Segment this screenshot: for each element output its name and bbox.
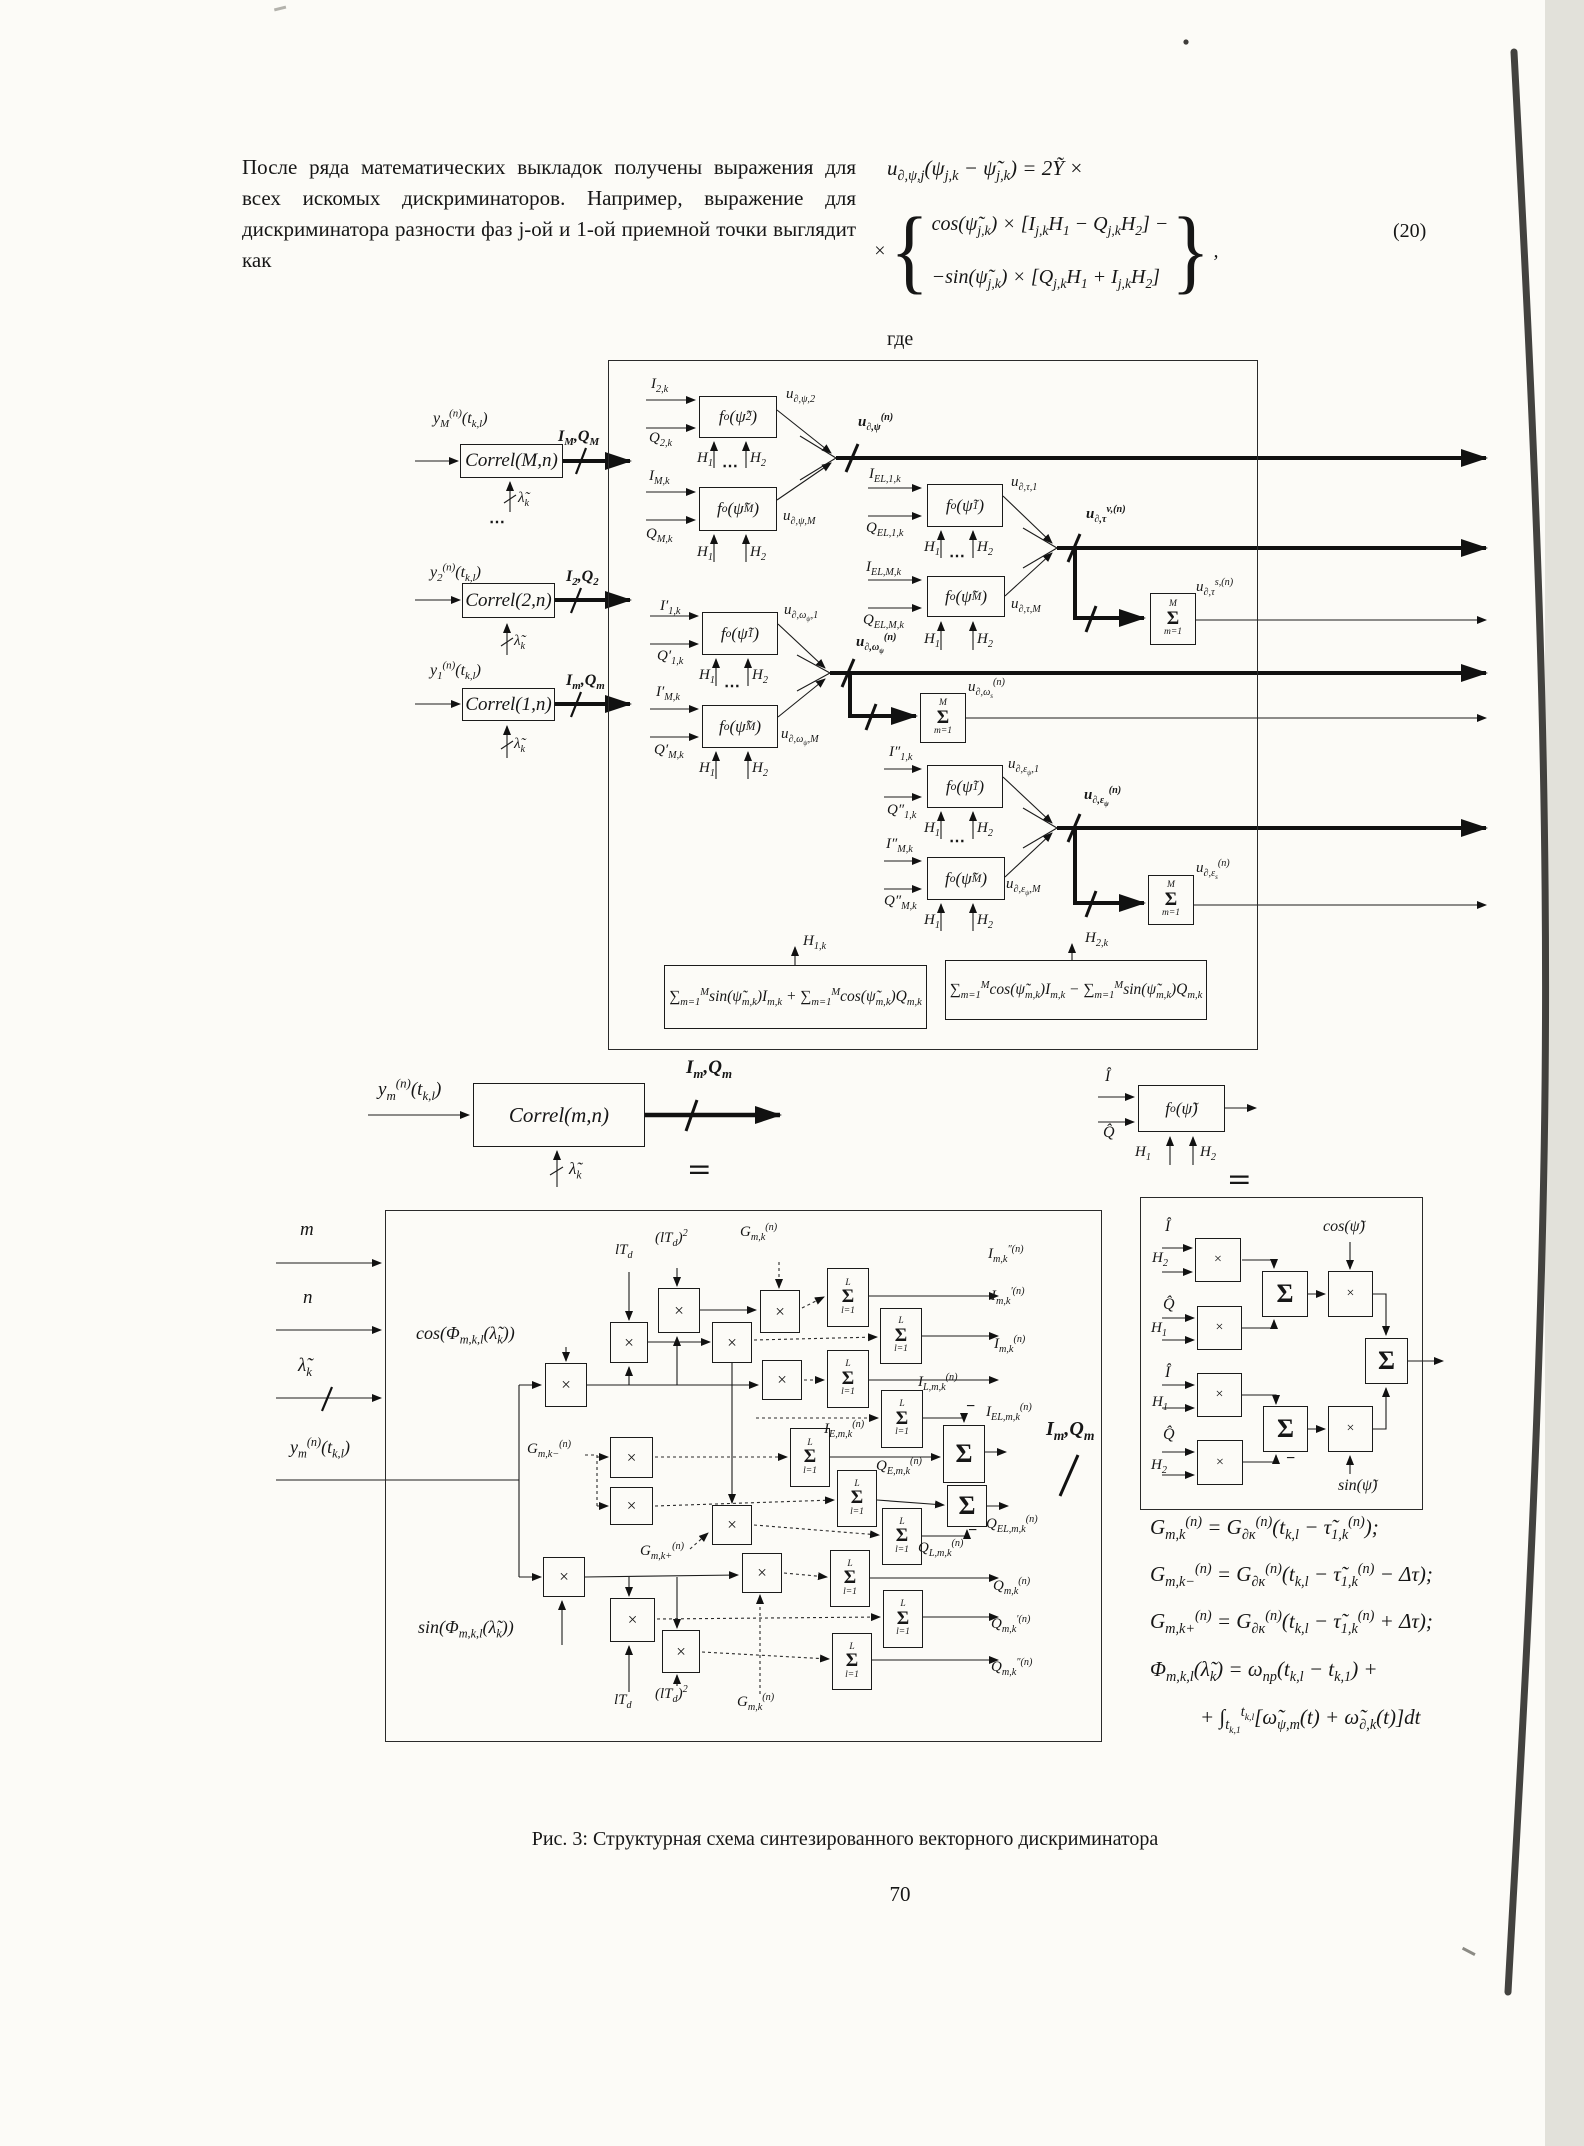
correl-block-2: Correl(2,n)	[462, 583, 555, 618]
fod-mult-4: ×	[1197, 1440, 1243, 1485]
cos-phi-label: $\cos(\Phi_{m,k,l}(\lambdã_k))$	[416, 1323, 515, 1347]
combiner-Q-EL: Σ	[947, 1485, 987, 1527]
g3-u2: $u_{\partial,\omega_\psi,M}$	[781, 726, 819, 748]
eq-phi-integral: + $\int_{t_{k,1}}^{t_{k,l}}[\omegã_{\psi,m}(t)$ + $\omegã_{\partial,k}(t)]dt$	[1200, 1704, 1421, 1737]
input-signal-1: $y_1^{(n)}(t_{k,l})$	[430, 659, 481, 683]
fod-mult-sin: ×	[1328, 1406, 1373, 1452]
g2-q1: $Q_{EL,1,k}$	[866, 520, 904, 539]
fod-mult-1: ×	[1195, 1238, 1241, 1282]
eq-phi: $\Phi_{m,k,l}(\lambdã_k) = \omega_{пр}(t_{k,l} - t_{k,1})$ +	[1150, 1657, 1378, 1686]
mid-qhat-label: Q̂	[1103, 1124, 1115, 1141]
lower-iq-out: $I_m,Q_m$	[1046, 1418, 1095, 1443]
g3-h1b: $H_1$	[699, 760, 715, 779]
sum-upper-limit: M	[939, 698, 947, 709]
multiplier-ltd2-q: ×	[662, 1630, 700, 1673]
equation20-row1: $\cos(\psĩ_{j,k}) \times [I_{j,k}H_1 - Q_{j,k}H_2]$ −	[931, 213, 1169, 238]
out-Q-EL: $Q_{EL,m,k}^{(n)}$	[986, 1514, 1038, 1535]
g1-i2: $I_{M,k}$	[649, 468, 670, 487]
equation20-braced	[873, 198, 1219, 304]
g-plus-label: $G_{m,k+}^{(n)}$	[640, 1541, 685, 1562]
eq-g-plus: $G_{m,k+}^{(n)} = G_{\partial к}^{(n)}(t_{k,l}$ − $\taũ_{1,k}^{(n)} + \Delta\tau$);	[1150, 1608, 1433, 1638]
left-brace: {	[889, 198, 929, 303]
fod-sum-b: Σ	[1263, 1406, 1308, 1452]
input-signal-2: $y_2^{(n)}(t_{k,l})$	[430, 561, 481, 585]
out-I: $I_{m,k}^{(n)}$	[994, 1334, 1026, 1355]
fod-cos-label: cos(ψ̃)	[1323, 1218, 1365, 1235]
acc-block-4: L Σ l=1	[881, 1390, 923, 1448]
eq-g: $G_{m,k}^{(n)} = G_{\partial к}^{(n)}(t_{k,l}$ − $\taũ_{1,k}^{(n)}$);	[1150, 1514, 1379, 1544]
sum-block-g4	[1148, 875, 1194, 925]
h2-formula: $\sum_{m=1}^M\cos(\psĩ_{m,k})I_{m,k}$ − $\sum_{m=1}^M\sin(\psĩ_{m,k})Q_{m,k}$	[949, 979, 1203, 1002]
equivalence-sign-1: =	[688, 1151, 711, 1188]
g1-h2a: $H_2$	[750, 450, 766, 469]
acc-block-6: L Σ l=1	[837, 1470, 877, 1527]
multiplier-gminus-a: ×	[610, 1437, 653, 1478]
multiplier-mid-a: ×	[712, 1322, 752, 1363]
g3-i1: $I'_{1,k}$	[660, 598, 681, 617]
acc-block-3: L Σ l=1	[827, 1350, 869, 1408]
dots-g4: ⋯	[949, 833, 965, 850]
g2-i2: $I_{EL,M,k}$	[866, 559, 901, 578]
h2-formula-box	[945, 960, 1207, 1020]
g4-bus-label: $u_{\partial,\varepsilon_\psi}^{(n)}$	[1084, 785, 1122, 809]
fod-mult-cos: ×	[1328, 1271, 1373, 1317]
fod-h1-2: $H_1$	[1152, 1394, 1168, 1413]
g4-h1b: $H_1$	[924, 912, 940, 931]
g4-h2a: $H_2$	[977, 820, 993, 839]
sum-lower-limit: m=1	[933, 726, 953, 737]
lambda-label-2: $\lambdã_k$	[514, 633, 526, 652]
g2-h2a: $H_2$	[977, 539, 993, 558]
acc-block-2: L Σ l=1	[880, 1308, 922, 1364]
sigma: Σ	[936, 706, 950, 728]
g4-h1a: $H_1$	[924, 820, 940, 839]
times-sign: ×	[873, 239, 887, 262]
out-Q: $Q_{m,k}^{(n)}$	[993, 1576, 1031, 1597]
g2-i1: $I_{EL,1,k}$	[869, 466, 901, 485]
sum-lower-limit: m=1	[1161, 908, 1181, 919]
fod-sum-final: Σ	[1365, 1338, 1408, 1384]
g-minus-label: $G_{m,k-}^{(n)}$	[527, 1439, 572, 1460]
correl-block-1: Correl(1,n)	[462, 688, 555, 721]
sigma: Σ	[1164, 888, 1178, 910]
dots-g1: ⋯	[722, 458, 738, 475]
fo-block-g1a: f o (ψ̃ 2 )	[699, 396, 777, 438]
iq-bus-label-M: $I_M,Q_M$	[558, 428, 600, 449]
g1-q1: $Q_{2,k}$	[649, 430, 673, 449]
g2-h1b: $H_1$	[924, 631, 940, 650]
fod-h2-1: $H_2$	[1152, 1250, 1168, 1269]
fod-sin-label: sin(ψ̃)	[1338, 1477, 1378, 1494]
g3-u1: $u_{\partial,\omega_\psi,1}$	[784, 602, 819, 624]
multiplier-gplus: ×	[712, 1505, 752, 1545]
fod-ihat-2: Î	[1165, 1364, 1171, 1381]
g4-i2: $I''_{M,k}$	[886, 836, 913, 855]
lambda-label-M: $\lambdã_k$	[518, 490, 530, 509]
equation20-line1: $u_{\partial,\psi,j}(\psi_{j,k}$ − $\psĩ_{j,k}$) = 2Ỹ ×	[887, 156, 1084, 185]
g3-q1: $Q'_{1,k}$	[657, 648, 684, 667]
acc-block-10: L Σ l=1	[832, 1633, 872, 1690]
eq-g-minus: $G_{m,k-}^{(n)} = G_{\partial к}^{(n)}(t_{k,l}$ − $\taũ_{1,k}^{(n)} - \Delta\tau$);	[1150, 1561, 1433, 1591]
iq-bus-label-1: $I_m,Q_m$	[566, 672, 605, 693]
out-Q-L: $Q_{L,m,k}^{(n)}$	[918, 1538, 964, 1559]
fod-minus: −	[1286, 1450, 1296, 1467]
g3-h2a: $H_2$	[752, 667, 768, 686]
fo-block-g3a: f o (ψ̃ 1 )	[702, 612, 778, 655]
g1-bus-label: $u_{\partial,\psi}^{(n)}$	[858, 412, 894, 433]
g-top-label: $G_{m,k}^{(n)}$	[740, 1222, 778, 1243]
g1-q2: $Q_{M,k}$	[646, 526, 673, 545]
multiplier-cos: ×	[545, 1363, 587, 1407]
h2k-label: $H_{2,k}$	[1085, 930, 1109, 949]
fod-h2-2: $H_2$	[1151, 1457, 1167, 1476]
equivalence-sign-2: =	[1228, 1161, 1251, 1198]
fo-block-g2b: f o (ψ̃ M )	[927, 576, 1005, 617]
acc-block-7: L Σ l=1	[882, 1508, 922, 1565]
h1k-label: $H_{1,k}$	[803, 933, 827, 952]
input-signal-M: $y_M^{(n)}(t_{k,l})$	[433, 407, 488, 431]
multiplier-ltd-q: ×	[610, 1598, 655, 1642]
fo-block-g4a: f o (ψ̃ 1 )	[927, 765, 1003, 808]
sum-block-g3	[920, 693, 966, 743]
g1-h2b: $H_2$	[750, 544, 766, 563]
sum-upper-limit: M	[1167, 880, 1175, 891]
sigma: Σ	[1166, 607, 1180, 629]
fo-block-g2a: f o (ψ̃ 1 )	[927, 484, 1003, 527]
out-I-E: $I_{E,m,k}^{(n)}$	[824, 1419, 865, 1440]
g4-q1: $Q''_{1,k}$	[887, 802, 917, 821]
g1-i1: $I_{2,k}$	[651, 376, 669, 395]
g4-u1: $u_{\partial,\varepsilon_\psi,1}$	[1008, 756, 1040, 778]
g4-sum-label: $u_{\partial,\varepsilon_s}^{(n)}$	[1196, 858, 1230, 882]
g3-h2b: $H_2$	[752, 760, 768, 779]
ltd-bottom-label: $lT_d$	[614, 1692, 632, 1711]
g-bottom-label: $G_{m,k}^{(n)}$	[737, 1692, 775, 1713]
fod-ihat-1: Î	[1165, 1218, 1171, 1235]
intro-paragraph: После ряда математических выкладок получены выражения для всех искомых дискриминаторов. Например, выражение для дискриминатора разности фаз j-ой и 1-ой приемной точки выглядит как	[242, 155, 856, 272]
g2-h1a: $H_1$	[924, 539, 940, 558]
fo-block-generic: f o (ψ̃)	[1138, 1085, 1225, 1132]
fod-sum-a: Σ	[1262, 1271, 1308, 1317]
right-brace: }	[1171, 198, 1211, 303]
multiplier-g-top: ×	[760, 1290, 800, 1333]
g4-u2: $u_{\partial,\varepsilon_\psi,M}$	[1006, 876, 1041, 898]
g4-q2: $Q''_{M,k}$	[884, 893, 917, 912]
acc-block-5: L Σ l=1	[790, 1428, 830, 1487]
g1-h1b: $H_1$	[697, 544, 713, 563]
minus-sign-I: −	[966, 1398, 976, 1415]
dots-correl: ⋯	[489, 514, 505, 531]
multiplier-ltd: ×	[610, 1322, 648, 1363]
lower-input-y: $y_m^{(n)}(t_{k,l})$	[290, 1435, 350, 1461]
g3-bus-label: $u_{\partial,\omega_\psi}^{(n)}$	[856, 632, 897, 656]
sin-phi-label: $\sin(\Phi_{m,k,l}(\lambdã_k))$	[418, 1617, 514, 1641]
ltd2-top-label: $(lT_d)^2$	[655, 1228, 688, 1249]
acc-block-1: L Σ l=1	[827, 1268, 869, 1327]
g3-h1a: $H_1$	[699, 667, 715, 686]
out-Q-dblprime: $Q_{m,k}^{''(n)}$	[991, 1657, 1033, 1678]
g3-i2: $I'_{M,k}$	[656, 684, 680, 703]
lower-input-lambda: $\lambdã_k$	[298, 1355, 312, 1379]
sum-lower-limit: m=1	[1163, 627, 1183, 638]
mid-ihat-label: Î	[1105, 1068, 1111, 1085]
scan-artifacts	[274, 0, 1584, 2146]
where-label: где	[887, 328, 914, 350]
dots-g2: ⋯	[949, 548, 965, 565]
g1-u2: $u_{\partial,\psi,M}$	[783, 508, 816, 527]
ltd2-bottom-label: $(lT_d)^2$	[655, 1684, 688, 1705]
g2-sum-label: $u_{\partial,\tau}^{s,(n)}$	[1196, 577, 1234, 598]
ltd-top-label: $lT_d$	[615, 1242, 633, 1261]
h1-formula-box	[664, 965, 927, 1029]
g2-q2: $Q_{EL,M,k}$	[863, 612, 904, 631]
fo-block-g3b: f o (ψ̃ M )	[702, 705, 778, 748]
g1-u1: $u_{\partial,\psi,2}$	[786, 386, 816, 405]
g4-h2b: $H_2$	[977, 912, 993, 931]
h1-formula: $\sum_{m=1}^M\sin(\psĩ_{m,k})I_{m,k}$ + $\sum_{m=1}^M\cos(\psĩ_{m,k})Q_{m,k}$	[669, 986, 922, 1009]
g2-u1: $u_{\partial,\tau,1}$	[1011, 474, 1038, 493]
out-I-dblprime: $I_{m,k}^{''(n)}$	[988, 1244, 1024, 1265]
multiplier-sin: ×	[543, 1557, 585, 1597]
g3-q2: $Q'_{M,k}$	[654, 742, 684, 761]
multiplier-ltd2: ×	[658, 1288, 700, 1333]
comma: ,	[1213, 239, 1219, 262]
out-I-prime: $I_{m,k}^{'(n)}$	[991, 1286, 1025, 1307]
acc-block-8: L Σ l=1	[830, 1550, 870, 1607]
acc-block-9: L Σ l=1	[883, 1590, 923, 1648]
out-Q-E: $Q_{E,m,k}^{(n)}$	[876, 1456, 922, 1477]
g2-h2b: $H_2$	[977, 631, 993, 650]
combiner-I-EL: Σ	[943, 1425, 985, 1483]
sum-block-g2	[1150, 593, 1196, 645]
figure-caption: Рис. 3: Структурная схема синтезированного векторного дискриминатора	[531, 1828, 1159, 1850]
fod-qhat-1: Q̂	[1163, 1296, 1175, 1313]
mid-h1-label: $H_1$	[1135, 1144, 1151, 1163]
lambda-label-1: $\lambdã_k$	[514, 736, 526, 755]
sum-upper-limit: M	[1169, 599, 1177, 610]
fod-qhat-2: Q̂	[1163, 1426, 1175, 1443]
correl-block-M: Correl(M,n)	[460, 444, 563, 478]
fod-mult-3: ×	[1197, 1373, 1242, 1417]
lower-input-n: n	[303, 1287, 313, 1308]
correl-block-generic: Correl(m,n)	[473, 1083, 645, 1147]
iq-bus-label-2: $I_2,Q_2$	[566, 568, 599, 589]
g2-bus-label: $u_{\partial,\tau}^{v,(n)}$	[1086, 504, 1126, 525]
dots-g3: ⋯	[724, 678, 740, 695]
fod-h1-1: $H_1$	[1151, 1320, 1167, 1339]
g3-sum-label: $u_{\partial,\omega_s}^{(n)}$	[968, 677, 1005, 701]
page-number: 70	[889, 1882, 911, 1906]
multiplier-mid-b: ×	[762, 1360, 802, 1400]
g2-u2: $u_{\partial,\tau,M}$	[1011, 596, 1041, 615]
g4-i1: $I''_{1,k}$	[889, 744, 913, 763]
lower-input-m: m	[300, 1219, 314, 1240]
multiplier-gminus-b: ×	[610, 1487, 653, 1525]
fo-block-g1b: f o (ψ̃ M )	[699, 487, 777, 531]
fo-block-g4b: f o (ψ̃ M )	[927, 857, 1005, 900]
minus-sign-Q: −	[968, 1522, 978, 1539]
fod-mult-2: ×	[1197, 1306, 1242, 1350]
g1-h1a: $H_1$	[697, 450, 713, 469]
equation-number: (20)	[1393, 220, 1427, 242]
out-Q-prime: $Q_{m,k}^{'(n)}$	[991, 1614, 1031, 1635]
out-I-EL: $I_{EL,m,k}^{(n)}$	[986, 1402, 1032, 1423]
out-I-L: $I_{L,m,k}^{(n)}$	[918, 1372, 958, 1393]
mid-input-label: $y_m^{(n)}(t_{k,l})$	[378, 1075, 442, 1103]
mid-iq-label: $I_m,Q_m$	[686, 1057, 732, 1081]
multiplier-g-q: ×	[742, 1553, 782, 1593]
mid-h2-label: $H_2$	[1200, 1144, 1216, 1163]
equation20-row2: $-\sin(\psĩ_{j,k}) \times [Q_{j,k}H_1 + I_{j,k}H_2]$	[931, 266, 1161, 291]
mid-lambda-label: $\lambdã_k$	[569, 1159, 582, 1182]
